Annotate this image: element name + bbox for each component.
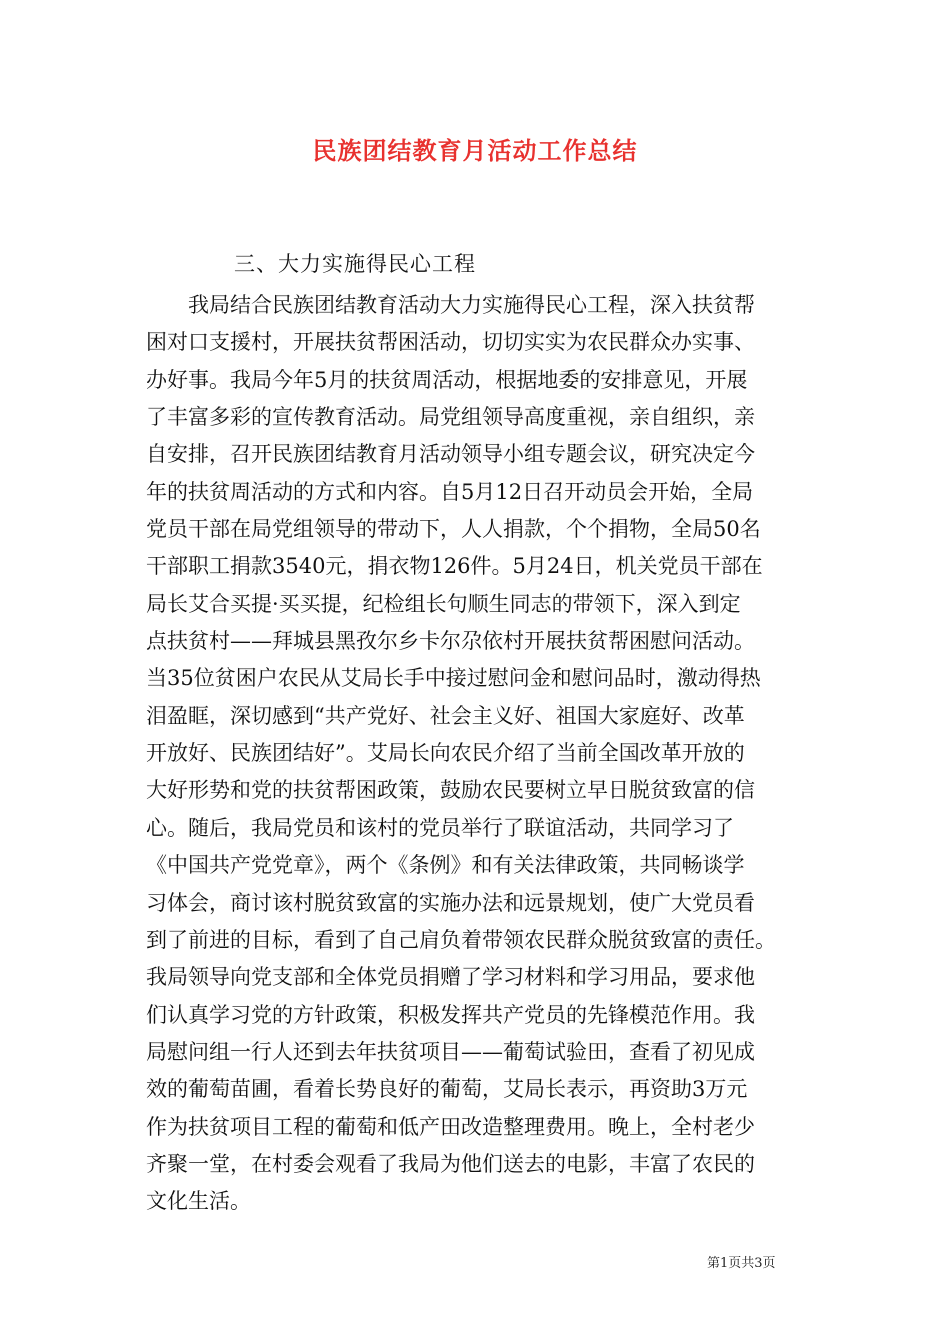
body-text-line: 局长艾合买提·买买提，纪检组长句顺生同志的带领下，深入到定 [146, 591, 741, 616]
body-text-line: 作为扶贫项目工程的葡萄和低产田改造整理费用。晚上，全村老少 [146, 1114, 755, 1139]
body-text-line: 开放好、民族团结好”。艾局长向农民介绍了当前全国改革开放的 [146, 741, 745, 766]
body-text-line: 《中国共产党党章》，两个《条例》和有关法律政策，共同畅谈学 [146, 853, 745, 878]
body-text-line: 当35位贫困户农民从艾局长手中接过慰问金和慰问品时，激动得热 [146, 666, 761, 691]
body-text-line: 们认真学习党的方针政策，积极发挥共产党员的先锋模范作用。我 [146, 1002, 755, 1027]
body-text-line: 困对口支援村，开展扶贫帮困活动，切切实实为农民群众办实事、 [146, 330, 755, 355]
page-footer: 第1页共3页 [707, 1256, 776, 1271]
body-text-line: 泪盈眶，深切感到“共产党好、社会主义好、祖国大家庭好、改革 [146, 703, 745, 728]
body-text-line: 党员干部在局党组领导的带动下，人人捐款，个个捐物，全局50名 [146, 517, 761, 542]
body-text-line: 年的扶贫周活动的方式和内容。自5月12日召开动员会开始，全局 [146, 479, 754, 504]
document-title: 民族团结教育月活动工作总结 [312, 136, 638, 165]
body-paragraph [146, 287, 826, 1221]
body-text-line: 到了前进的目标，看到了自己肩负着带领农民群众脱贫致富的责任。 [146, 927, 776, 952]
body-text-line: 齐聚一堂，在村委会观看了我局为他们送去的电影，丰富了农民的 [146, 1151, 755, 1176]
body-text-line: 自安排，召开民族团结教育月活动领导小组专题会议，研究决定今 [146, 442, 755, 467]
section-heading: 三、大力实施得民心工程 [234, 252, 476, 276]
body-text-line: 我局结合民族团结教育活动大力实施得民心工程，深入扶贫帮 [146, 293, 755, 317]
body-text-line: 文化生活。 [146, 1189, 251, 1214]
body-text-line: 办好事。我局今年5月的扶贫周活动，根据地委的安排意见，开展 [146, 367, 748, 392]
body-text-line: 大好形势和党的扶贫帮困政策，鼓励农民要树立早日脱贫致富的信 [146, 778, 755, 803]
body-text-line: 我局领导向党支部和全体党员捐赠了学习材料和学习用品，要求他 [146, 965, 755, 990]
body-text-line: 心。随后，我局党员和该村的党员举行了联谊活动，共同学习了 [146, 815, 734, 840]
body-text-line: 效的葡萄苗圃，看着长势良好的葡萄，艾局长表示，再资助3万元 [146, 1077, 748, 1102]
body-text-line: 点扶贫村——拜城县黑孜尔乡卡尔尕依村开展扶贫帮困慰问活动。 [146, 629, 755, 654]
body-text-line: 了丰富多彩的宣传教育活动。局党组领导高度重视，亲自组织，亲 [146, 405, 755, 430]
body-text-line: 习体会，商讨该村脱贫致富的实施办法和远景规划，使广大党员看 [146, 890, 755, 915]
body-text-line: 干部职工捐款3540元，捐衣物126件。5月24日，机关党员干部在 [146, 554, 763, 579]
body-text-line: 局慰问组一行人还到去年扶贫项目——葡萄试验田，查看了初见成 [146, 1039, 755, 1064]
